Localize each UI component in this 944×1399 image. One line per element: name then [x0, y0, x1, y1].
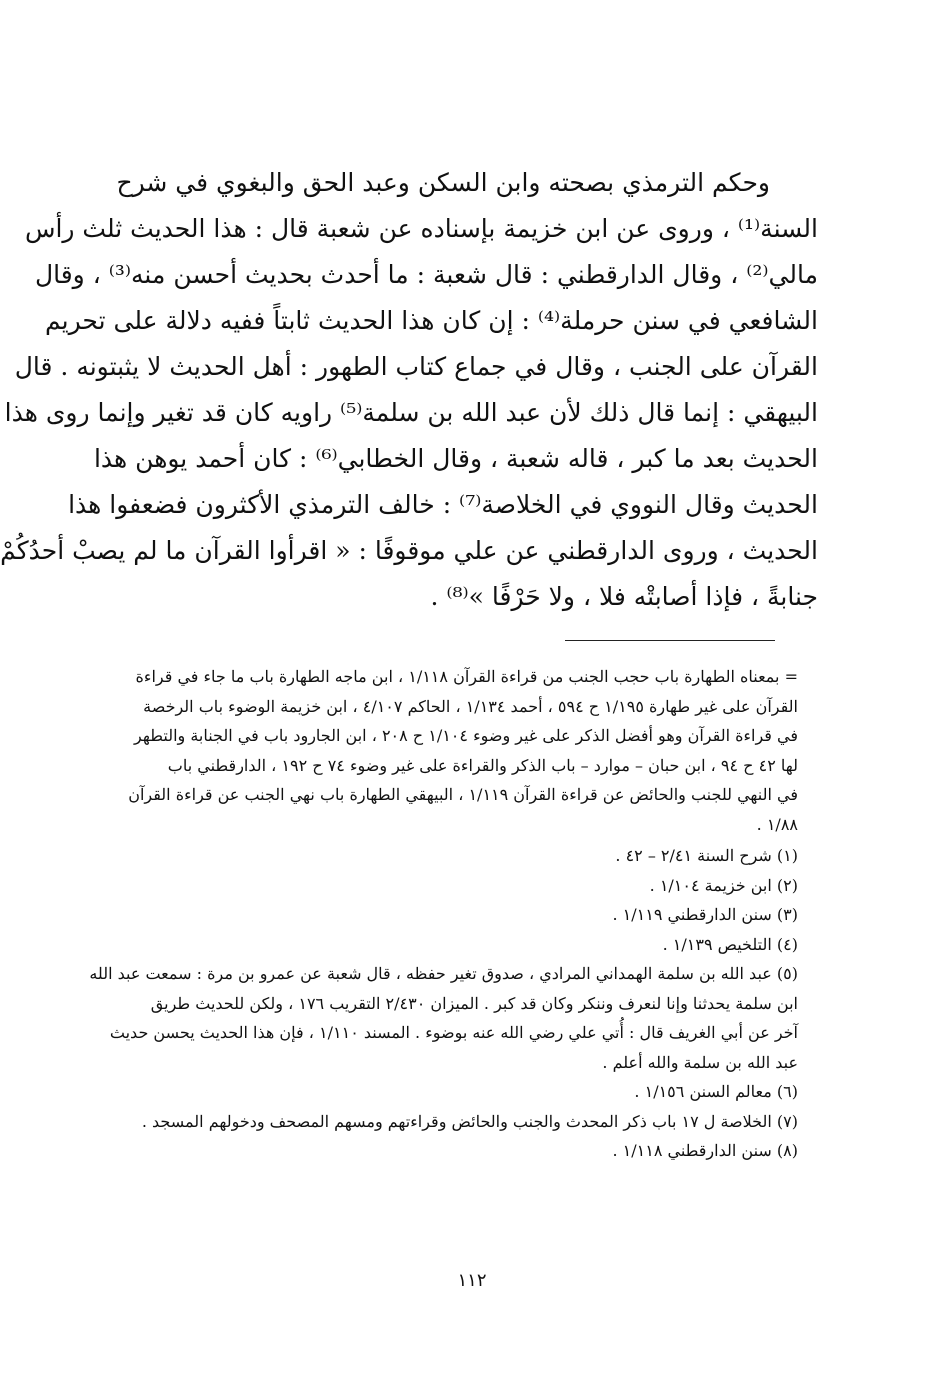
footnote-line: (٧) الخلاصة ل ١٧ باب ذكر المحدث والجنب والحائض وقراءتهم ومسهم المصحف ودخولهم المسجد .: [141, 1111, 798, 1131]
footnote-continuation: [108, 662, 798, 839]
footnote-line: ١/٨٨ .: [756, 814, 798, 834]
main-text-line: مالي⁽²⁾ ، وقال الدارقطني : قال شعبة : ما أحدث بحديث أحسن منه⁽³⁾ ، وقال: [34, 260, 818, 289]
footnote-divider: [565, 640, 775, 641]
main-text-line: السنة⁽¹⁾ ، وروى عن ابن خزيمة بإسناده عن شعبة قال : هذا الحديث ثلث رأس: [24, 214, 818, 243]
footnote-8: [108, 1136, 798, 1166]
footnote-line: (١) شرح السنة ٢/٤١ – ٤٢ .: [615, 846, 798, 865]
footnote-line: (٥) عبد الله بن سلمة الهمداني المرادي ، صدوق تغير حفظه ، قال شعبة عن عمرو بن مرة : سمعت عبد الله: [89, 964, 798, 983]
main-text-line: القرآن على الجنب ، وقال في جماع كتاب الطهور : أهل الحديث لا يثبتونه . قال: [14, 352, 818, 381]
footnote-line: (٨) سنن الدارقطني ١/١١٨ .: [612, 1141, 798, 1160]
main-text-line: الشافعي في سنن حرملة⁽⁴⁾ : إن كان هذا الحديث ثابتاً ففيه دلالة على تحريم: [45, 306, 818, 335]
footnote-line: (٣) سنن الدارقطني ١/١١٩ .: [612, 905, 798, 924]
main-text-line: الحديث وقال النووي في الخلاصة⁽⁷⁾ : خالف الترمذي الأكثرون فضعفوا هذا: [68, 490, 818, 519]
footnote-line: في قراءة القرآن وهو أفضل الذكر على غير وضوء ١/١٠٤ ح ٢٠٨ ، ابن الجارود باب في الجنابة والتطهر: [134, 726, 798, 745]
footnote-line: في النهي للجنب والحائض عن قراءة القرآن ١/١١٩ ، البيهقي الطهارة باب نهي الجنب عن قراءة القرآن: [128, 785, 798, 804]
footnote-7: [108, 1107, 798, 1137]
footnote-line: آخر عن أبي الغريف قال : أُتي علي رضي الله عنه بوضوء . المسند ١/١١٠ ، فإن هذا الحديث يحسن حديث: [109, 1023, 798, 1042]
footnote-4: [108, 930, 798, 960]
footnote-line: عبد الله بن سلمة والله أعلم .: [602, 1052, 798, 1072]
footnote-line: (٤) التلخيص ١/١٣٩ .: [662, 934, 798, 954]
footnote-3: [108, 900, 798, 930]
main-text: [0, 160, 818, 620]
footnotes: [89, 662, 798, 1166]
main-text-line: جنابةً ، فإذا أصابتْه فلا ، ولا حَرْفًا »⁽⁸⁾ .: [430, 582, 818, 611]
footnote-1: [108, 841, 798, 871]
footnote-5: [89, 959, 798, 1077]
footnote-line: = بمعناه الطهارة باب حجب الجنب من قراءة القرآن ١/١١٨ ، ابن ماجه الطهارة باب ما جاء في قراءة: [135, 667, 798, 686]
main-text-line: وحكم الترمذي بصحته وابن السكن وعبد الحق والبغوي في شرح: [116, 168, 770, 197]
main-text-line: الحديث ، وروى الدارقطني عن علي موقوفًا : « اقرأوا القرآن ما لم يصبْ أحدُكُمْ: [0, 536, 818, 565]
footnote-line: (٦) معالم السنن ١/١٥٦ .: [634, 1082, 798, 1101]
main-text-line: الحديث بعد ما كبر ، قاله شعبة ، وقال الخطابي⁽⁶⁾ : كان أحمد يوهن هذا: [93, 444, 818, 473]
footnote-line: (٢) ابن خزيمة ١/١٠٤ .: [649, 875, 798, 895]
footnote-line: لها ٤٢ ح ٩٤ ، ابن حبان – موارد – باب الذكر والقراءة على غير وضوء ٧٤ ح ١٩٢ ، الدارقطني باب: [167, 755, 798, 775]
footnote-6: [108, 1077, 798, 1107]
footnote-2: [108, 871, 798, 901]
footnote-line: القرآن على غير طهارة ١/١٩٥ ح ٥٩٤ ، أحمد ١/١٣٤ ، الحاكم ٤/١٠٧ ، ابن خزيمة الوضوء باب الرخصة: [143, 696, 798, 716]
main-text-line: البيهقي : إنما قال ذلك لأن عبد الله بن سلمة⁽⁵⁾ راويه كان قد تغير وإنما روى هذا: [4, 398, 818, 427]
footnote-line: ابن سلمة يحدثنا وإنا لنعرف وننكر وكان قد كبر . الميزان ٢/٤٣٠ التقريب ١٧٦ ، ولكن للحديث طريق: [150, 993, 798, 1013]
page-number: ١١٢: [457, 1270, 487, 1291]
